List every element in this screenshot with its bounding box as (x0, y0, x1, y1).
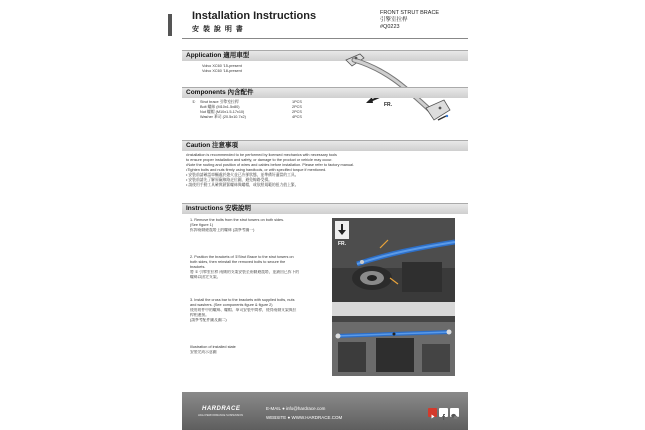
step-line: 1. Remove the bolts from the strut towers on both sides. (190, 218, 285, 222)
instruction-step-1 (190, 218, 335, 233)
caution-list (186, 153, 354, 188)
page-subtitle: 安 裝 說 明 書 (192, 26, 244, 33)
component-number: ① (192, 100, 196, 104)
component-row (192, 115, 392, 120)
caption-line: 安裝完成示意圖 (190, 350, 217, 354)
wechat-icon[interactable] (450, 408, 459, 417)
illustration-caption (190, 345, 335, 355)
application-item: Volvo XC60 '15-present (202, 64, 242, 68)
facebook-icon[interactable] (439, 408, 448, 417)
component-qty: 4PCS (292, 115, 302, 119)
step-line: brackets. (190, 265, 206, 269)
components-section-bar (182, 87, 468, 98)
step-line: 拆卸兩側避震塔上的螺絲 (請參考圖一) (190, 228, 255, 232)
component-name: Bolt 螺絲 (M10x1.5x80) (200, 105, 240, 109)
instruction-step-3 (190, 298, 335, 323)
component-name: Washer 華司 (20.5x10.7x2) (200, 115, 246, 119)
step-line: (請參考配件圖及圖二) (190, 318, 227, 322)
step-line: both sides, then reinstall the removed bolts to secure the (190, 260, 286, 264)
component-name: Strut brace 引擎室拉桿 (200, 100, 239, 104)
part-number: #Q0223 (380, 24, 400, 30)
instructions-heading: Instructions 安裝說明 (186, 205, 252, 212)
footer-website[interactable]: WEBSITE ● WWW.HARDRACE.COM (266, 415, 343, 420)
caution-line: •Installation is recommended to be performed by licensed mechanics with necessary tools (186, 153, 337, 157)
step-line: (See figure 1) (190, 223, 214, 227)
youtube-icon[interactable] (428, 408, 437, 417)
header-divider (182, 38, 468, 39)
front-direction-label: FR. (384, 102, 393, 108)
product-info (380, 10, 439, 31)
step-line: 桿相連接。 (190, 313, 209, 317)
caution-line: •Note the routing and position of wires and cables before installation. Please refer to factory manual. (186, 163, 355, 167)
component-qty: 1PCS (292, 100, 302, 104)
figure-2-photo (332, 302, 455, 376)
figure-1-photo (332, 218, 455, 304)
step-line: 使用附件中的螺絲、螺帽、華司安裝中間桿，使得兩側支架與拉 (190, 308, 297, 312)
caution-section-bar (182, 140, 468, 151)
component-qty: 2PCS (292, 105, 302, 109)
caption-line: Illustration of installed state (190, 345, 236, 349)
product-name: FRONT STRUT BRACE (380, 10, 440, 16)
figure-1-direction-label: FR. (338, 241, 347, 247)
application-item: Volvo XC60 '18-present (202, 69, 242, 73)
instruction-step-2 (190, 255, 335, 280)
caution-heading: Caution 注意事項 (186, 142, 238, 149)
step-line: 螺絲以固定支架。 (190, 275, 221, 279)
step-line: 將 ① 引擎室拉桿 兩側的支架安裝至兩側避震塔，並鎖回已拆下的 (190, 270, 300, 274)
page-title: Installation Instructions (192, 10, 317, 22)
caution-line: • 安裝前請確認車輛處於熄火並已冷卻狀態，並準備好適當的工具。 (186, 173, 299, 177)
header-accent-bar (168, 14, 172, 36)
caution-line: to ensure proper installation and safety, or damage to the product or vehicle may occur. (186, 158, 333, 162)
instruction-sheet (168, 0, 468, 430)
components-heading: Components 內含配件 (186, 89, 254, 96)
instructions-section-bar (182, 203, 468, 214)
step-line: 2. Position the brackets of ①Strut Brace to the strut towers on (190, 255, 294, 259)
footer-email[interactable]: E-MAIL ● info@hardrace.com (266, 406, 326, 411)
step-line: 3. Install the cross bar to the brackets with supplied bolts, nuts (190, 298, 295, 302)
brand-logo: HARDRACE (202, 406, 241, 412)
components-table (192, 100, 392, 120)
footer (182, 392, 468, 430)
caution-line: •Tighten bolts and nuts firmly using handtools, or with specified torque if mentioned. (186, 168, 327, 172)
component-qty: 2PCS (292, 110, 302, 114)
caution-line: • 安裝前請先了解原廠線路走位圖，避免線路受損。 (186, 178, 272, 182)
application-heading: Application 適用車型 (186, 52, 250, 59)
application-list (202, 64, 242, 74)
step-line: and washers. (See components figure & figure 2) (190, 303, 273, 307)
product-name-cn: 引擎室拉桿 (380, 17, 408, 23)
component-name: Nut 螺帽 (M10x1.5-17x10) (200, 110, 245, 114)
figure-1-direction-arrow-icon (335, 221, 349, 239)
brand-tagline: HIGH PERFORMANCE SUSPENSION (198, 414, 244, 417)
caution-line: • 請使用手動工具確實鎖緊螺絲與螺帽，或依照規範的扭力值上緊。 (186, 183, 299, 187)
